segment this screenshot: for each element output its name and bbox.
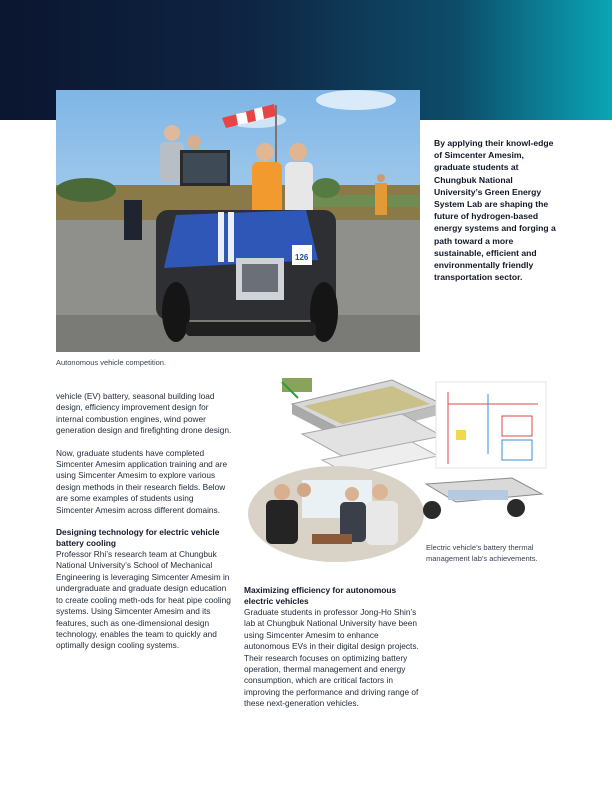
battery-label-tag	[282, 378, 312, 392]
pull-quote: By applying their knowl-edge of Simcenter Amesim, graduate students at Chungbuk National University’s Green Energy System Lab are shaping the future of hydrogen-based energy systems and forging a path toward a more sustainable, efficient and environmentally friendly transportation sector.	[434, 138, 556, 283]
hero-caption: Autonomous vehicle competition.	[56, 358, 167, 367]
hero-photo	[56, 90, 420, 352]
left-column	[56, 391, 232, 663]
vehicle-number: 126	[295, 253, 309, 262]
figure-caption: Electric vehicle’s battery thermal management lab’s achievements.	[426, 543, 538, 563]
middle-paragraph-1: Graduate students in professor Jong-Ho Shin’s lab at Chungbuk National University have been using Simcenter Amesim to enhance autonomous EVs in their digital design projects. Their research focuses on optimizing battery operation, thermal management and energy consumption, which are critical factors in improving the performance and driving range of these next-generation vehicles.	[244, 607, 419, 709]
section-heading-battery-cooling: Designing technology for electric vehicle battery cooling	[56, 527, 220, 549]
left-paragraph-1: vehicle (EV) battery, seasonal building load design, efficiency improvement design for internal combustion engines, wind power generation design and firefighting drone design.	[56, 391, 232, 436]
middle-column	[244, 585, 422, 710]
battery-figure	[242, 374, 552, 564]
left-paragraph-3: Professor Rhi’s research team at Chungbuk National University’s School of Mechanical Engineering is leveraging Simcenter Amesim in undergraduate and graduate design education to create cooling meth-ods for heat pipe cooling systems. Using Simcenter Amesim and its features, such as one-dimensional design technology, enables the team to quickly and optimally design cooling systems.	[56, 549, 231, 651]
section-heading-autonomous-ev: Maximizing efficiency for autonomous electric vehicles	[244, 585, 397, 606]
left-paragraph-2: Now, graduate students have completed Simcenter Amesim application training and are using Simcenter Amesim to explore various design methods in their research fields. Below are some examples of students using Simcenter Amesim across different domains.	[56, 447, 228, 515]
